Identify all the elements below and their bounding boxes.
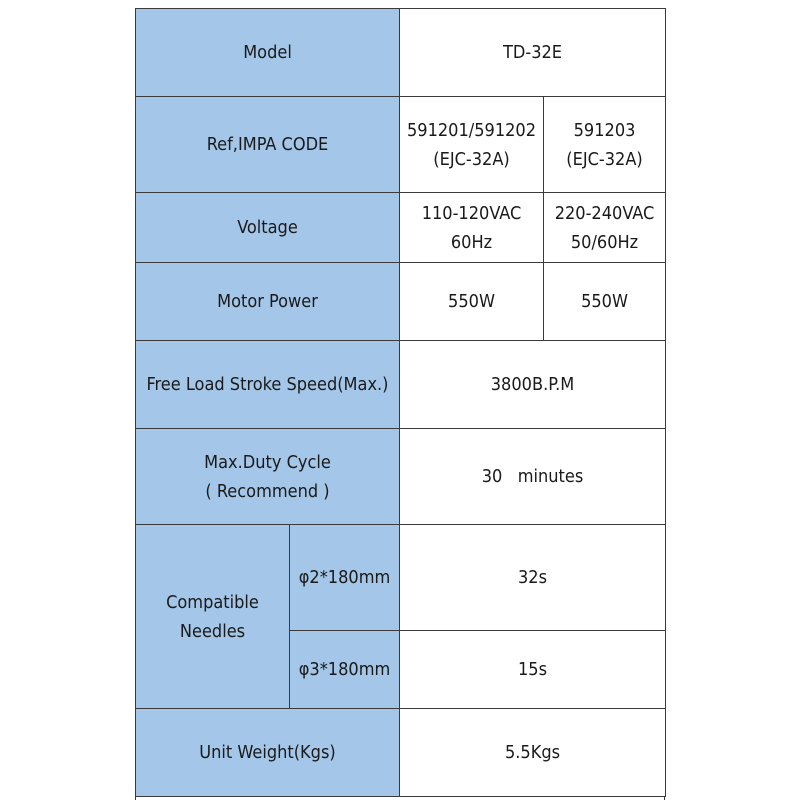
row-duty-cycle [136, 429, 666, 525]
frequency-2: 50/60Hz [570, 231, 639, 253]
ref-impa-code-label: Ref,IMPA CODE [136, 97, 400, 193]
voltage-cell-1 [400, 193, 544, 263]
model-label: Model [136, 9, 400, 97]
voltage-2: 220-240VAC [554, 202, 655, 224]
duty-cycle-note: ( Recommend ) [205, 480, 330, 502]
voltage-1: 110-120VAC [421, 202, 522, 224]
ref-code-1: 591201/591202 [406, 119, 537, 141]
needle-size-1: φ2*180mm [290, 525, 400, 631]
table-bottom-edge [135, 796, 665, 800]
row-model [136, 9, 666, 97]
duty-cycle-value: 30 minutes [400, 429, 666, 525]
stroke-speed-label: Free Load Stroke Speed(Max.) [136, 341, 400, 429]
duty-cycle-label-cell [136, 429, 400, 525]
needle-size-2: φ3*180mm [290, 631, 400, 709]
ref-code-cell-2 [544, 97, 666, 193]
motor-power-1: 550W [400, 263, 544, 341]
needle-value-2: 15s [400, 631, 666, 709]
row-stroke-speed [136, 341, 666, 429]
row-ref-impa-code [136, 97, 666, 193]
unit-weight-value: 5.5Kgs [400, 709, 666, 797]
row-motor-power [136, 263, 666, 341]
row-unit-weight [136, 709, 666, 797]
voltage-label: Voltage [136, 193, 400, 263]
compatible-needles-label-2: Needles [179, 620, 246, 642]
unit-weight-label: Unit Weight(Kgs) [136, 709, 400, 797]
motor-power-label: Motor Power [136, 263, 400, 341]
row-needle-1 [136, 525, 666, 631]
row-voltage [136, 193, 666, 263]
needle-value-1: 32s [400, 525, 666, 631]
motor-power-2: 550W [544, 263, 666, 341]
model-value: TD-32E [400, 9, 666, 97]
frequency-1: 60Hz [450, 231, 493, 253]
ref-code-1-model: (EJC-32A) [433, 148, 510, 170]
stroke-speed-value: 3800B.P.M [400, 341, 666, 429]
ref-code-2: 591203 [573, 119, 636, 141]
voltage-cell-2 [544, 193, 666, 263]
spec-table [135, 8, 666, 797]
compatible-needles-label-1: Compatible [166, 591, 259, 613]
duty-cycle-label: Max.Duty Cycle [204, 451, 331, 473]
ref-code-2-model: (EJC-32A) [566, 148, 643, 170]
compatible-needles-label-cell [136, 525, 290, 709]
ref-code-cell-1 [400, 97, 544, 193]
